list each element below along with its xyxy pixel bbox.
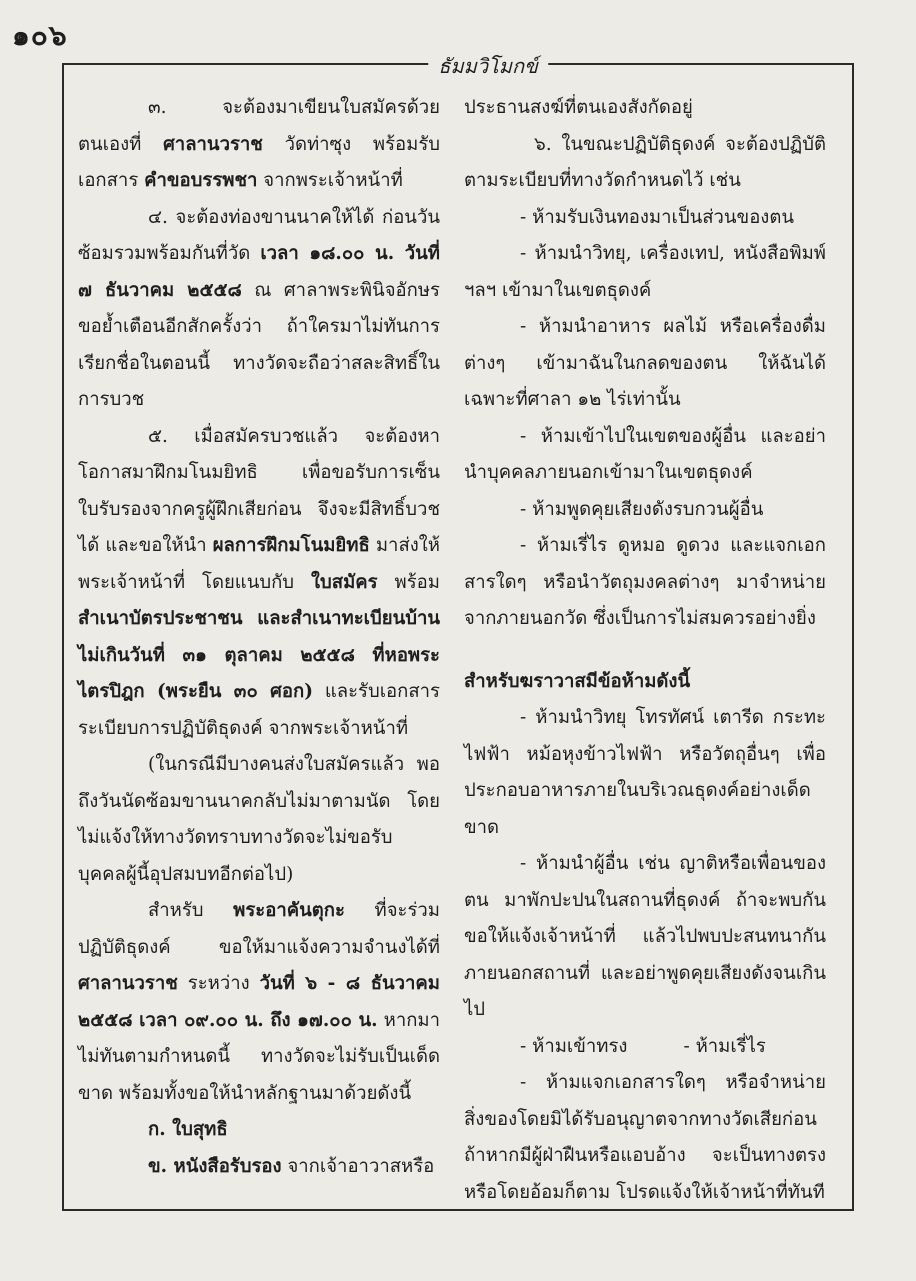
rule-item: - ห้ามนำวิทยุ, เครื่องเทป, หนังสือพิมพ์ ฯลฯ เข้ามาในเขตธุดงค์ [464, 243, 826, 301]
rule-item-pair: - ห้ามเข้าทรง - ห้ามเรี่ไร [520, 1035, 766, 1057]
rule-item: - ห้ามนำอาหาร ผลไม้ หรือเครื่องดื่มต่างๆ เข้ามาฉันในกลดของตน ให้ฉันได้เฉพาะที่ศาลา ๑๒ ไร่เท่านั้น [464, 316, 826, 410]
paragraph-item-6: ๖. ในขณะปฏิบัติธุดงค์ จะต้องปฏิบัติตามระเบียบที่ทางวัดกำหนดไว้ เช่น [464, 133, 826, 191]
section-heading: สำหรับฆราวาสมีข้อห้ามดังนี้ [464, 670, 691, 692]
paragraph-item-5: ๕. เมื่อสมัครบวชแล้ว จะต้องหาโอกาสมาฝึกมโนมยิทธิ เพื่อขอรับการเซ็นใบรับรองจากครูผู้ฝึกเสียก่อน จึงจะมีสิทธิ์บวชได้ และขอให้นำ ผลการฝึกมโนมยิทธิ มาส่งให้พระเจ้าหน้าที่ โดยแนบกับ ใบสมัคร พร้อม สำเนาบัตรประชาชน และสำเนาทะเบียนบ้าน ไม่เกินวันที่ ๓๑ ตุลาคม ๒๕๕๘ ที่หอพระไตรปิฎก (พระยืน ๓๐ ศอก) และรับเอกสารระเบียบการปฏิบัติธุดงค์ จากพระเจ้าหน้าที่ [78, 425, 440, 739]
rule-item: - ห้ามเข้าไปในเขตของผู้อื่น และอย่านำบุคคลภายนอกเข้ามาในเขตธุดงค์ [464, 425, 826, 483]
paragraph-guest-monks: สำหรับ พระอาคันตุกะ ที่จะร่วมปฏิบัติธุดงค์ ขอให้มาแจ้งความจำนงได้ที่ ศาลานวราช ระหว่าง วันที่ ๖ - ๘ ธันวาคม ๒๕๕๘ เวลา ๐๙.๐๐ น. ถึง ๑๗.๐๐ น. หากมาไม่ทันตามกำหนดนี้ ทางวัดจะไม่รับเป็นเด็ดขาด พร้อมทั้งขอให้นำหลักฐานมาด้วยดังนี้ [78, 900, 440, 1104]
running-header: ธัมมวิโมกข์ [428, 50, 548, 82]
rule-item: - ห้ามพูดคุยเสียงดังรบกวนผู้อื่น [520, 498, 764, 520]
page-number: ๑๐๖ [12, 19, 68, 52]
paragraph-item-4: ๔. จะต้องท่องขานนาคให้ได้ ก่อนวันซ้อมรวมพร้อมกันที่วัด เวลา ๑๘.๐๐ น. วันที่ ๗ ธันวาคม ๒๕๕๘ ณ ศาลาพระพินิจอักษร ขอย้ำเตือนอีกสักครั้งว่า ถ้าใครมาไม่ทันการเรียกชื่อในตอนนี้ ทางวัดจะถือว่าสละสิทธิ์ในการบวช [78, 206, 440, 410]
rule-item: - ห้ามรับเงินทองมาเป็นส่วนของตน [520, 206, 795, 228]
rule-item: - ห้ามนำผู้อื่น เช่น ญาติหรือเพื่อนของตน มาพักปะปนในสถานที่ธุดงค์ ถ้าจะพบกันขอให้แจ้งเจ้าหน้าที่ แล้วไปพบปะสนทนากันภายนอกสถานที่ และอย่าพูดคุยเสียงดังจนเกินไป [464, 853, 826, 1020]
rule-item: - ห้ามเรี่ไร ดูหมอ ดูดวง และแจกเอกสารใดๆ หรือนำวัตถุมงคลต่างๆ มาจำหน่ายจากภายนอกวัด ซึ่งเป็นการไม่สมควรอย่างยิ่ง [464, 535, 826, 629]
left-column [78, 90, 440, 1185]
right-column [464, 90, 826, 1211]
paragraph-continued: ประธานสงฆ์ที่ตนเองสังกัดอยู่ [464, 97, 693, 118]
rule-item: - ห้ามแจกเอกสารใดๆ หรือจำหน่ายสิ่งของโดยมิได้รับอนุญาตจากทางวัดเสียก่อน ถ้าหากมีผู้ฝ่าฝืนหรือแอบอ้าง จะเป็นทางตรงหรือโดยอ้อมก็ตาม โปรดแจ้งให้เจ้าหน้าที่ทันที [464, 1072, 826, 1203]
rule-item: - ห้ามนำวิทยุ โทรทัศน์ เตารีด กระทะไฟฟ้า หม้อหุงข้าวไฟฟ้า หรือวัตถุอื่นๆ เพื่อประกอบอาหารภายในบริเวณธุดงค์อย่างเด็ดขาด [464, 707, 826, 838]
paragraph-note: (ในกรณีมีบางคนส่งใบสมัครแล้ว พอถึงวันนัดซ้อมขานนาคกลับไม่มาตามนัด โดยไม่แจ้งให้ทางวัดทราบทางวัดจะไม่ขอรับบุคคลผู้นี้อุปสมบทอีกต่อไป) [78, 754, 440, 885]
list-item-a: ก. ใบสุทธิ [148, 1119, 228, 1140]
list-item-b: ข. หนังสือรับรอง จากเจ้าอาวาสหรือ [148, 1155, 435, 1177]
paragraph-item-3: ๓. จะต้องมาเขียนใบสมัครด้วยตนเองที่ ศาลานวราช วัดท่าซุง พร้อมรับเอกสาร คำขอบรรพชา จากพระเจ้าหน้าที่ [78, 97, 440, 191]
